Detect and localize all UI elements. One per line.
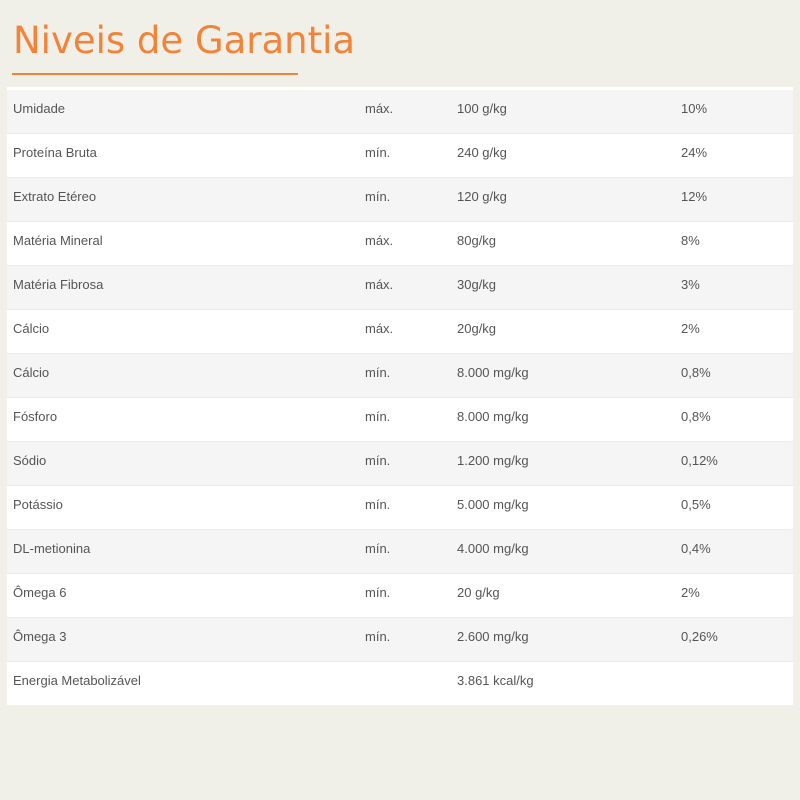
nutrient-cell: DL-metionina: [13, 541, 91, 556]
value-cell: 8.000 mg/kg: [457, 409, 529, 424]
table-row: [7, 398, 793, 442]
nutrient-cell: Umidade: [13, 101, 66, 116]
nutrient-cell: Extrato Etéreo: [13, 189, 97, 204]
nutrient-cell: Proteína Bruta: [13, 145, 97, 160]
limit-cell: máx.: [365, 233, 394, 248]
value-cell: 8.000 mg/kg: [457, 365, 529, 380]
nutrient-cell: Ômega 3: [13, 629, 67, 644]
nutrient-cell: Matéria Mineral: [13, 233, 103, 248]
nutrient-cell: Matéria Fibrosa: [13, 277, 104, 292]
nutrient-cell: Cálcio: [13, 365, 50, 380]
nutrient-cell: Fósforo: [13, 409, 58, 424]
table-row: [7, 90, 793, 134]
percent-cell: 0,12%: [681, 453, 718, 468]
limit-cell: máx.: [365, 321, 394, 336]
limit-cell: mín.: [365, 541, 391, 556]
limit-cell: máx.: [365, 277, 394, 292]
value-cell: 5.000 mg/kg: [457, 497, 529, 512]
value-cell: 1.200 mg/kg: [457, 453, 529, 468]
table-row: [7, 310, 793, 354]
percent-cell: 3%: [681, 277, 700, 292]
table-row: [7, 222, 793, 266]
value-cell: 100 g/kg: [457, 101, 507, 116]
table-row: [7, 662, 793, 705]
table-row: [7, 134, 793, 178]
percent-cell: 8%: [681, 233, 700, 248]
nutrient-cell: Cálcio: [13, 321, 50, 336]
value-cell: 4.000 mg/kg: [457, 541, 529, 556]
value-cell: 240 g/kg: [457, 145, 507, 160]
limit-cell: mín.: [365, 409, 391, 424]
table-row: [7, 354, 793, 398]
guarantee-levels-table: [7, 87, 793, 704]
percent-cell: 0,8%: [681, 365, 711, 380]
value-cell: 3.861 kcal/kg: [457, 673, 534, 688]
value-cell: 80g/kg: [457, 233, 497, 248]
table-row: [7, 574, 793, 618]
percent-cell: 2%: [681, 585, 700, 600]
limit-cell: mín.: [365, 145, 391, 160]
page-title: Niveis de Garantia: [13, 19, 356, 62]
limit-cell: mín.: [365, 365, 391, 380]
value-cell: 20g/kg: [457, 321, 497, 336]
limit-cell: mín.: [365, 629, 391, 644]
percent-cell: 0,5%: [681, 497, 711, 512]
value-cell: 20 g/kg: [457, 585, 500, 600]
limit-cell: mín.: [365, 497, 391, 512]
limit-cell: mín.: [365, 585, 391, 600]
limit-cell: máx.: [365, 101, 394, 116]
table-row: [7, 178, 793, 222]
value-cell: 120 g/kg: [457, 189, 507, 204]
table-row: [7, 442, 793, 486]
nutrient-cell: Ômega 6: [13, 585, 67, 600]
percent-cell: 0,26%: [681, 629, 718, 644]
table-row: [7, 266, 793, 310]
value-cell: 2.600 mg/kg: [457, 629, 529, 644]
percent-cell: 0,4%: [681, 541, 711, 556]
value-cell: 30g/kg: [457, 277, 497, 292]
percent-cell: 24%: [681, 145, 708, 160]
percent-cell: 10%: [681, 101, 708, 116]
limit-cell: mín.: [365, 189, 391, 204]
percent-cell: 0,8%: [681, 409, 711, 424]
percent-cell: 2%: [681, 321, 700, 336]
title-underline: [12, 73, 298, 75]
limit-cell: mín.: [365, 453, 391, 468]
nutrient-cell: Sódio: [13, 453, 47, 468]
table-body: [7, 90, 793, 705]
nutrient-cell: Energia Metabolizável: [13, 673, 141, 688]
nutrient-cell: Potássio: [13, 497, 63, 512]
percent-cell: 12%: [681, 189, 708, 204]
table-row: [7, 530, 793, 574]
table-row: [7, 618, 793, 662]
table-row: [7, 486, 793, 530]
